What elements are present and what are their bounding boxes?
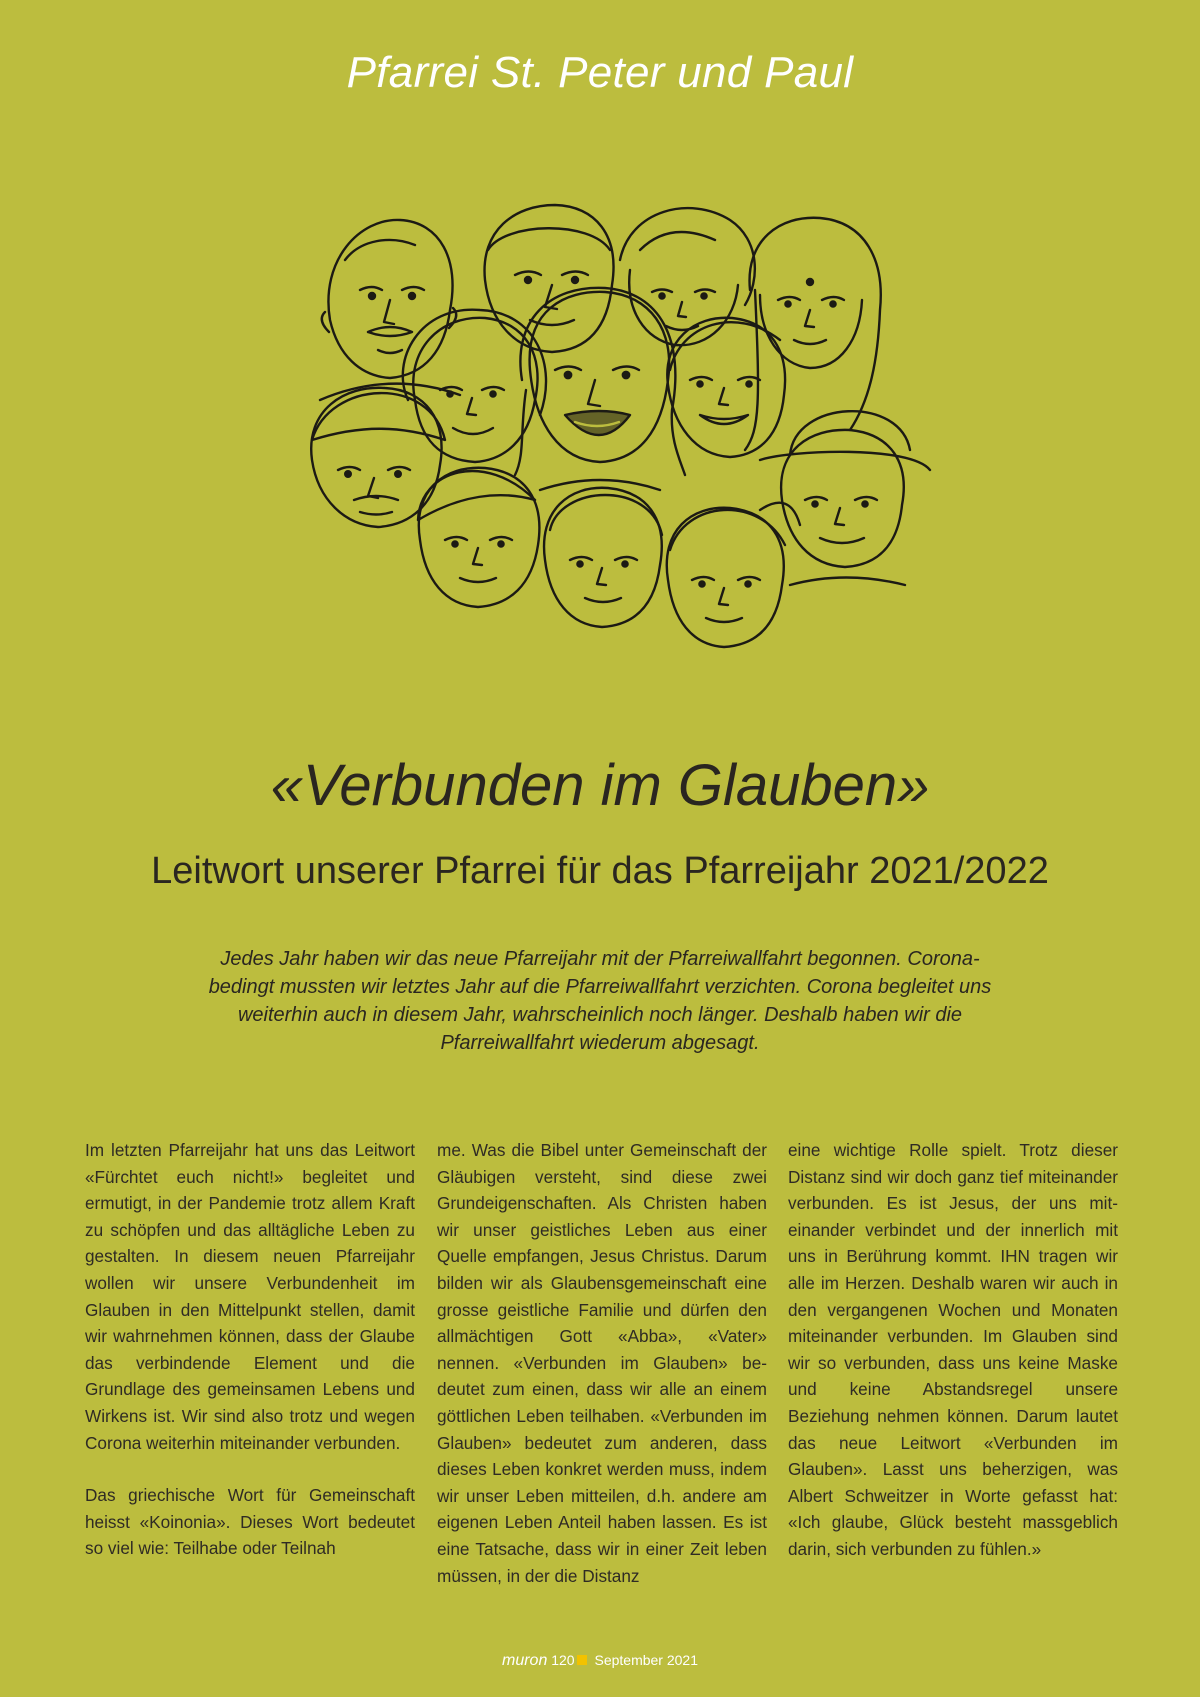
paragraph: Das griechische Wort für Gemeinschaft heisst «Koinonia». Dieses Wort bedeutet so viel wie: Teilhabe oder Teilnah xyxy=(85,1485,415,1559)
paragraph: eine wichtige Rolle spielt. Trotz dieser Distanz sind wir doch ganz tief miteinander verbunden. Es ist Jesus, der uns miteinander verbindet und der innerlich mit uns in Berührung kommt. IHN tragen wir alle im Herzen. Deshalb waren wir auch in den vergangenen Wochen und Monaten miteinander verbunden. Im Glauben sind wir so verbunden, dass uns keine Maske und keine Abstandsregel unsere Beziehung nehmen können. Darum lautet das neue Leitwort «Verbunden im Glauben». Lasst uns beherzigen, was Albert Schweitzer in Worte gefasst hat: «Ich glaube, Glück besteht massgeblich darin, sich verbunden zu fühlen.» xyxy=(788,1140,1118,1559)
magazine-name: muron xyxy=(501,1652,548,1669)
square-bullet-icon xyxy=(577,1655,587,1665)
face-man-cap xyxy=(311,388,445,527)
face-woman-headscarf xyxy=(620,208,755,345)
face-man-hat xyxy=(760,411,930,585)
issue-number: 120 xyxy=(551,1652,575,1668)
issue-date: September 2021 xyxy=(594,1652,699,1668)
face-man-mustache xyxy=(320,220,460,400)
face-girl xyxy=(544,488,662,627)
face-girl-ponytail xyxy=(667,503,800,647)
text-column-3 xyxy=(788,1137,1118,1563)
face-woman-long-hair xyxy=(745,218,881,450)
article-subtitle: Leitwort unserer Pfarrei für das Pfarreijahr 2021/2022 xyxy=(151,850,1049,892)
face-man-top xyxy=(485,205,614,352)
page-footer xyxy=(0,1652,1200,1670)
text-column-1 xyxy=(85,1137,415,1562)
article-lead: Jedes Jahr haben wir das neue Pfarreijahr mit der Pfarreiwallfahrt begonnen. Corona-bedingt mussten wir letztes Jahr auf die Pfarreiwallfahrt verzichten. Corona begleitet uns weiterhin auch in diesem Jahr, wahrscheinlich noch länger. Deshalb haben wir die Pfarreiwallfahrt wiederum abgesagt. xyxy=(208,948,992,1054)
face-woman-smiling xyxy=(667,318,785,457)
text-column-2 xyxy=(437,1137,767,1589)
parish-title: Pfarrei St. Peter und Paul xyxy=(346,48,854,97)
face-boy xyxy=(418,468,539,607)
group-of-faces-illustration xyxy=(290,200,940,690)
face-center-jesus xyxy=(515,288,685,490)
paragraph: Im letzten Pfarreijahr hat uns das Leitwort «Fürchtet euch nicht!» begleitet und ermutigt, in der Pandemie trotz allem Kraft zu schöpfen und das alltägliche Leben zu gestalten. In diesem neuen Pfarreijahr wollen wir unsere Verbundenheit im Glauben in den Mittelpunkt stellen, damit wir wahrnehmen können, dass der Glaube das verbindende Element und die Grundlage des gemeinsamen Lebens und Wirkens ist. Wir sind also trotz und wegen Corona weiterhin miteinander verbunden. xyxy=(85,1140,415,1453)
article-title: «Verbunden im Glauben» xyxy=(270,753,930,818)
paragraph: me. Was die Bibel unter Gemeinschaft der Gläubigen versteht, sind diese zwei Grundeigenschaften. Als Christen haben wir unser geistliches Leben aus einer Quelle empfangen, Jesus Christus. Darum bilden wir als Glaubensgemeinschaft eine grosse geistliche Familie und dürfen den allmächtigen Gott «Abba», «Vater» nennen. «Verbunden im Glauben» bedeutet zum einen, dass wir alle an einem göttlichen Leben teilhaben. «Verbunden im Glauben» bedeutet zum anderen, dass dieses Leben konkret werden muss, indem wir unser Leben mitteilen, d.h. andere am eigenen Leben Anteil haben lassen. Es ist eine Tatsache, dass wir in einer Zeit leben müssen, in der die Distanz xyxy=(437,1140,767,1586)
